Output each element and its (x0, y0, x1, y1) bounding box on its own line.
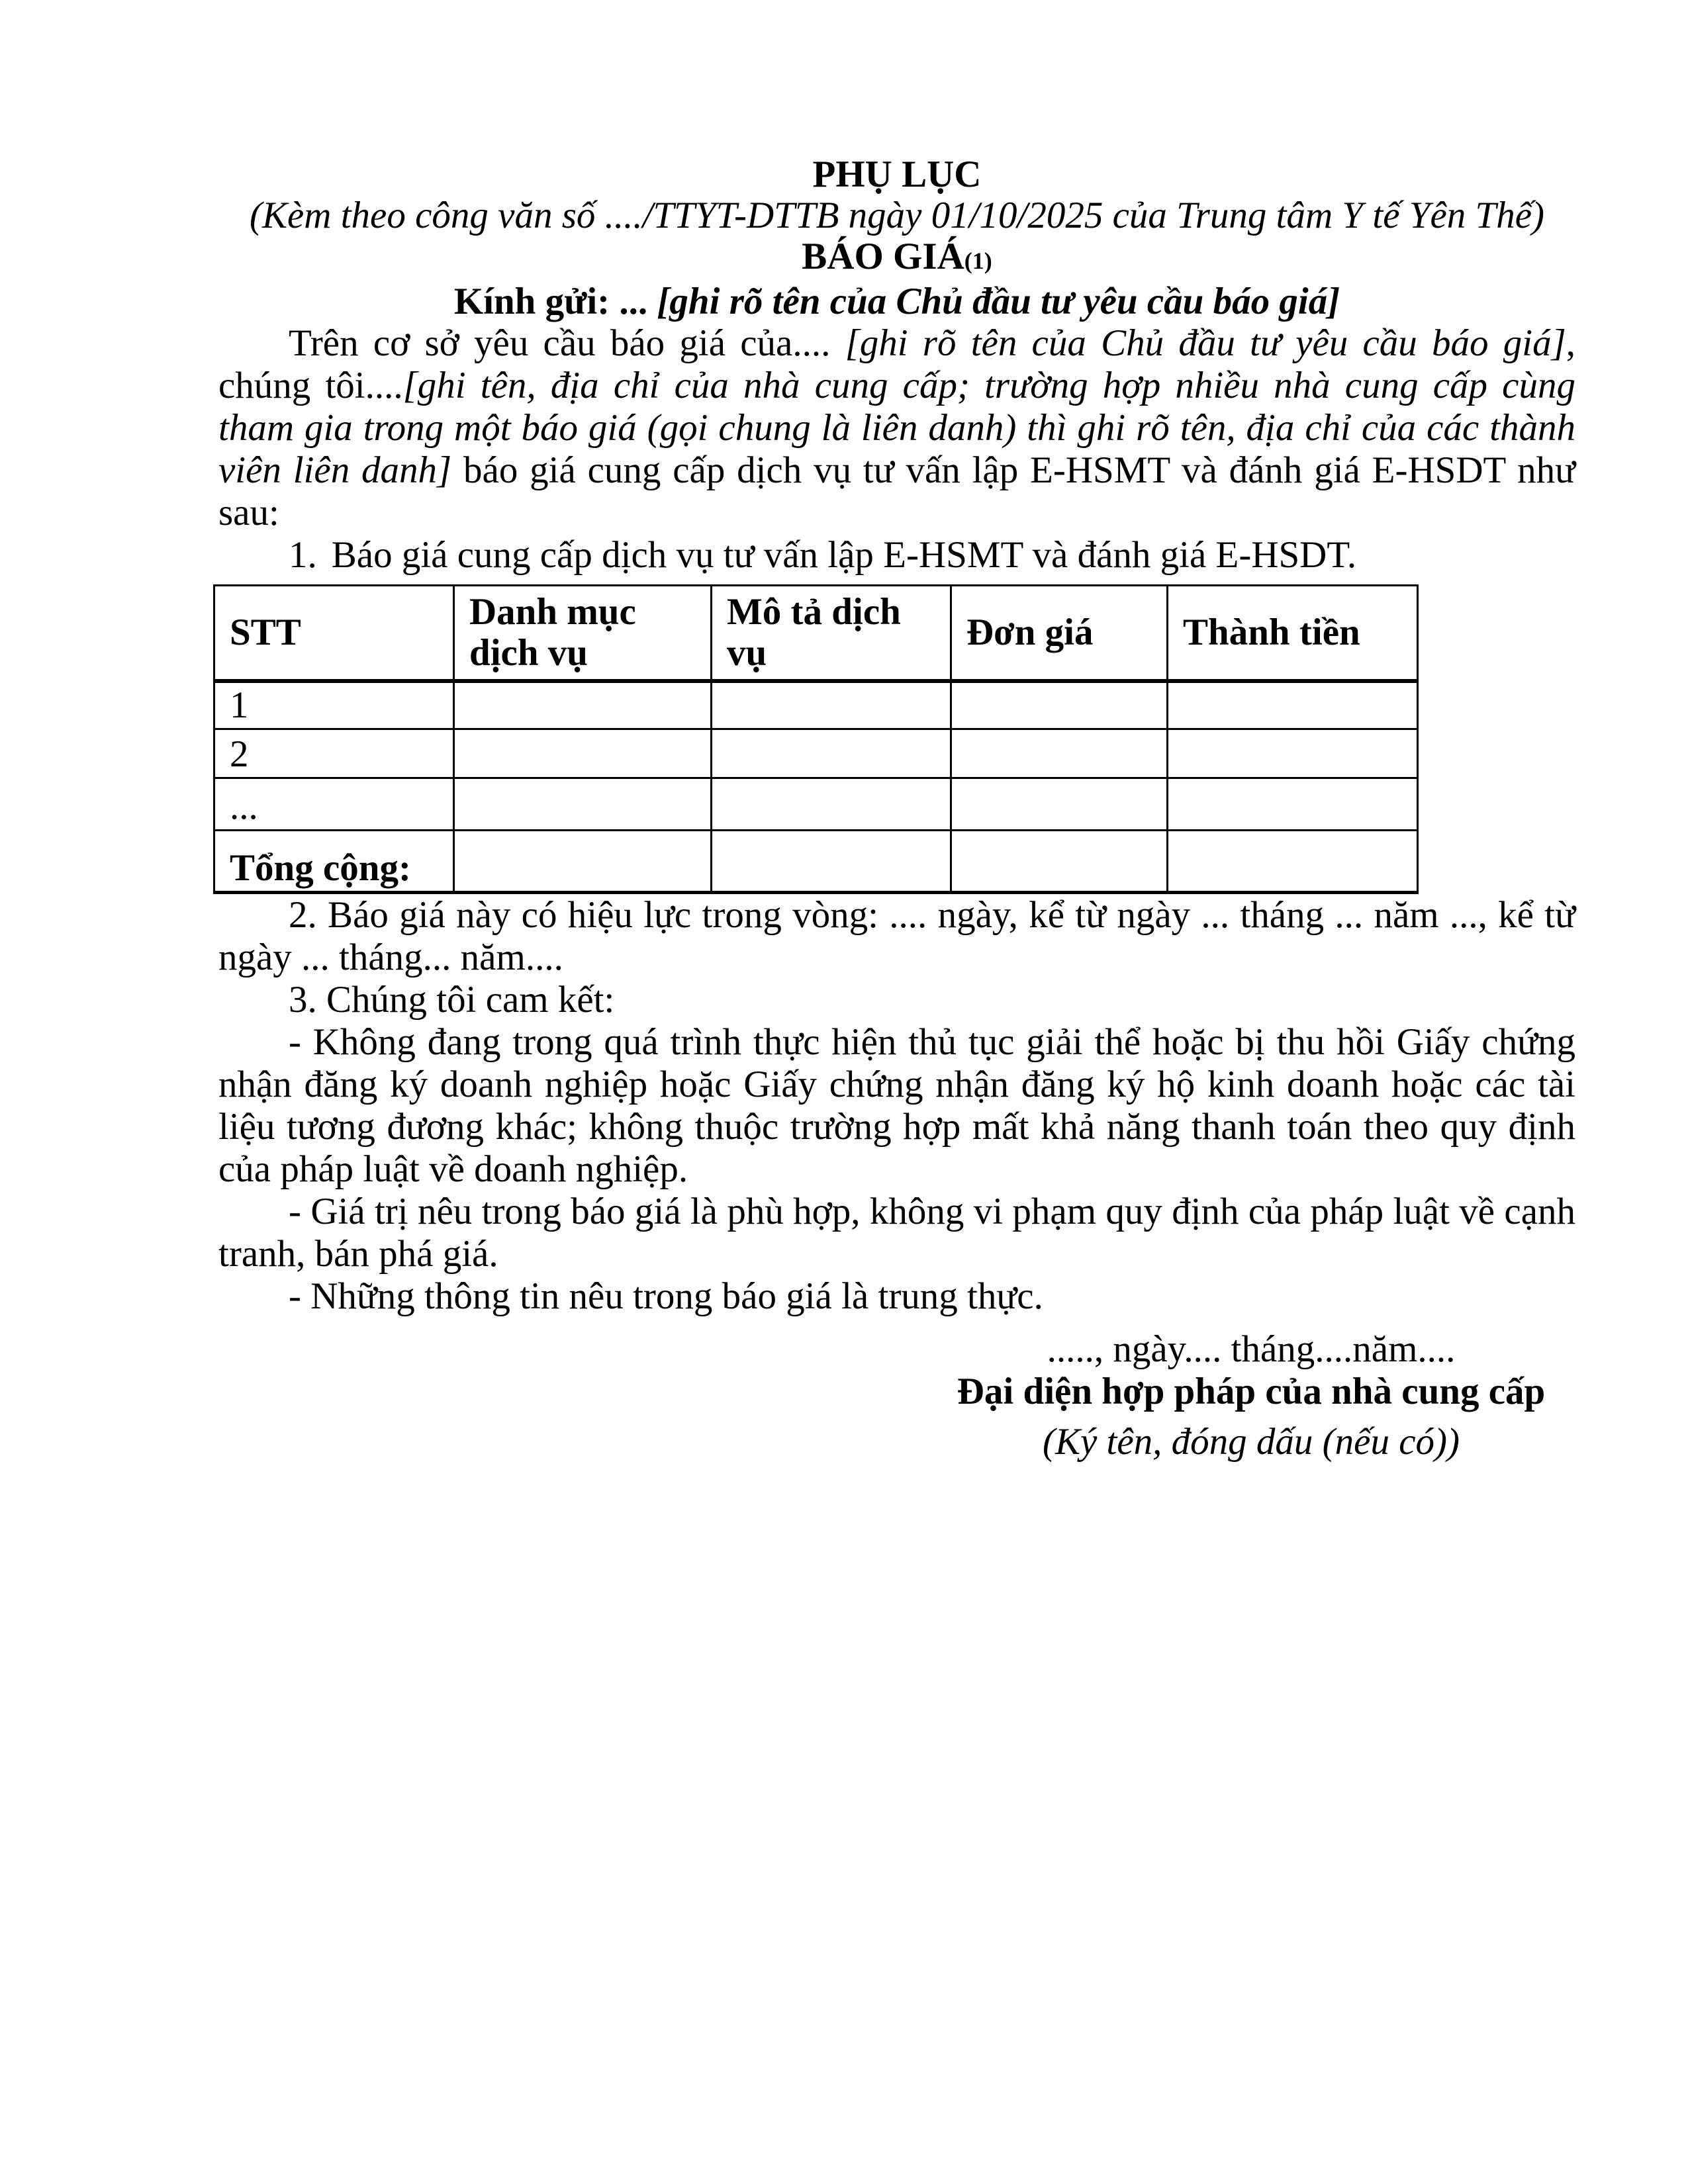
footnote-marker: (1) (964, 248, 992, 274)
empty-cell (951, 778, 1168, 831)
quotation-table (213, 584, 1419, 894)
total-label-cell: Tổng cộng: (214, 831, 454, 893)
empty-cell (712, 729, 951, 778)
empty-cell (1168, 681, 1418, 729)
col-header-mo-ta: Mô tả dịch vụ (712, 586, 951, 682)
row-index-cell: 2 (214, 729, 454, 778)
intro-plain-2: , chúng tôi.... (218, 322, 1576, 406)
salutation-prefix: Kính gửi: ... (453, 281, 657, 322)
col-header-don-gia: Đơn giá (951, 586, 1168, 682)
commitment-item-2: - Giá trị nêu trong báo giá là phù hợp, không vi phạm quy định của pháp luật về cạnh tranh, bán phá giá. (218, 1191, 1575, 1275)
empty-cell (951, 729, 1168, 778)
quote-title (218, 236, 1575, 281)
intro-paragraph (218, 322, 1575, 534)
empty-cell (712, 778, 951, 831)
list-item-1-text: Báo giá cung cấp dịch vụ tư vấn lập E-HSMT và đánh giá E-HSDT. (331, 534, 1357, 576)
empty-cell (454, 729, 712, 778)
intro-plain-1: Trên cơ sở yêu cầu báo giá của.... (289, 322, 845, 364)
commitment-item-3: - Những thông tin nêu trong báo giá là trung thực. (289, 1275, 1043, 1317)
row-index-cell: ... (214, 778, 454, 831)
validity-paragraph: 2. Báo giá này có hiệu lực trong vòng: .... ngày, kể từ ngày ... tháng ... năm ..., kể từ ngày ... tháng... năm.... (218, 894, 1575, 978)
empty-cell (951, 831, 1168, 893)
table-header-row (214, 586, 1418, 682)
col-header-thanh-tien: Thành tiền (1168, 586, 1418, 682)
col-header-stt: STT (214, 586, 454, 682)
signature-block (927, 1328, 1575, 1463)
table-row (214, 681, 1418, 729)
table-total-row (214, 831, 1418, 893)
salutation-placeholder: [ghi rõ tên của Chủ đầu tư yêu cầu báo giá] (657, 281, 1340, 322)
table-row (214, 778, 1418, 831)
list-item-1-number: 1. (289, 534, 317, 576)
empty-cell (1168, 729, 1418, 778)
col-header-danh-muc: Danh mục dịch vụ (454, 586, 712, 682)
commitment-item-1: - Không đang trong quá trình thực hiện thủ tục giải thể hoặc bị thu hồi Giấy chứng nhận đăng ký doanh nghiệp hoặc Giấy chứng nhận đăng ký hộ kinh doanh hoặc các tài liệu tương đương khác; không thuộc trường hợp mất khả năng thanh toán theo quy định của pháp luật về doanh nghiệp. (218, 1021, 1575, 1190)
empty-cell (454, 681, 712, 729)
intro-placeholder-1: [ghi rõ tên của Chủ đầu tư yêu cầu báo giá] (845, 322, 1566, 364)
list-item-1 (218, 534, 1575, 576)
empty-cell (712, 681, 951, 729)
quote-title-text: BÁO GIÁ (802, 236, 964, 277)
empty-cell (1168, 778, 1418, 831)
row-index-cell: 1 (214, 681, 454, 729)
salutation-line (218, 281, 1575, 322)
commitment-heading: 3. Chúng tôi cam kết: (289, 979, 615, 1021)
empty-cell (454, 778, 712, 831)
empty-cell (712, 831, 951, 893)
signature-date-line: ....., ngày.... tháng....năm.... (1047, 1328, 1456, 1370)
table-row (214, 729, 1418, 778)
empty-cell (951, 681, 1168, 729)
intro-plain-3: báo giá cung cấp dịch vụ tư vấn lập E-HSMT và đánh giá E-HSDT như sau: (218, 449, 1576, 533)
doc-title: PHỤ LỤC (812, 154, 982, 195)
signature-role: Đại diện hợp pháp của nhà cung cấp (957, 1371, 1546, 1412)
doc-subtitle: (Kèm theo công văn số ..../TTYT-DTTB ngày 01/10/2025 của Trung tâm Y tế Yên Thế) (250, 195, 1544, 236)
empty-cell (1168, 831, 1418, 893)
intro-placeholder-2: [ghi tên, địa chỉ của nhà cung cấp; trường hợp nhiều nhà cung cấp cùng tham gia trong một báo giá (gọi chung là liên danh) thì ghi rõ tên, địa chỉ của các thành viên liên danh] (218, 365, 1575, 491)
signature-note: (Ký tên, đóng dấu (nếu có)) (1043, 1421, 1460, 1463)
empty-cell (454, 831, 712, 893)
